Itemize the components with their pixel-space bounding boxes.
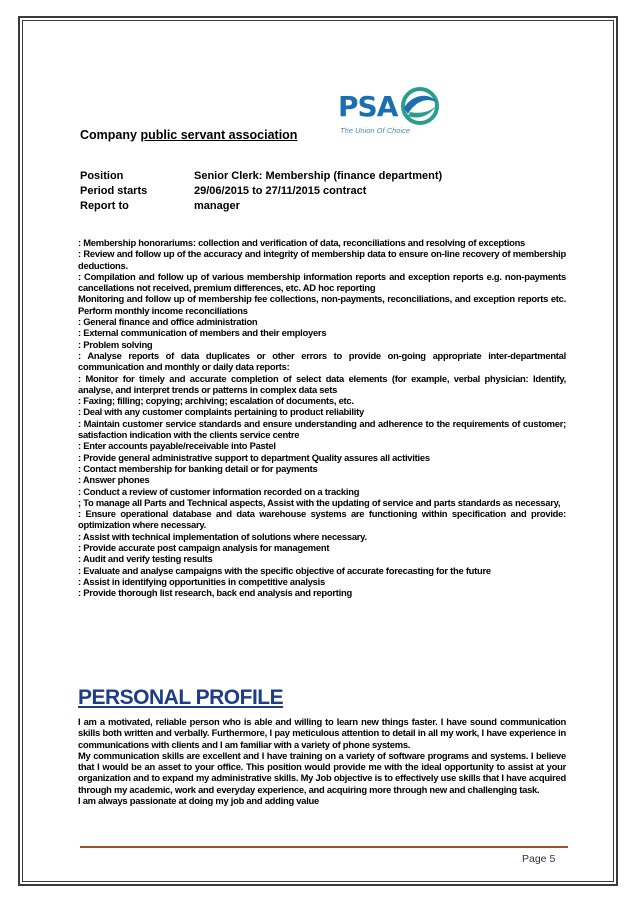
personal-profile-body	[78, 716, 566, 806]
duty-item: : Monitor for timely and accurate completion of select data elements (for example, verbal physician: Identify, analyse, and interpret trends or patterns in complex data sets	[78, 372, 566, 395]
info-value: Senior Clerk: Membership (finance department)	[194, 170, 443, 182]
duties-list	[78, 237, 566, 599]
info-value: 29/06/2015 to 27/11/2015 contract	[194, 185, 367, 197]
footer-divider	[80, 846, 568, 848]
duty-item: : Analyse reports of data duplicates or other errors to provide on-going appropriate inter-departmental communication and monthly or daily data reports:	[78, 349, 566, 373]
duty-item: : Contact membership for banking detail or for payments	[78, 462, 318, 474]
profile-paragraph: I am always passionate at doing my job and adding value	[78, 795, 320, 807]
duty-item: : Provide thorough list research, back end analysis and reporting	[78, 587, 352, 599]
duty-item: : Compilation and follow up of various membership information reports and exception reports e.g. non-payments cancellations not received, premium differences, etc. AD hoc reporting	[78, 270, 566, 294]
duty-item: Monitoring and follow up of membership fee collections, non-payments, reconciliations, and exception reports etc. Perform monthly income reconciliations	[78, 293, 566, 316]
logo-tagline: The Union Of Choice	[340, 126, 411, 135]
info-label: Report to	[80, 200, 129, 212]
company-name: public servant association	[140, 128, 298, 142]
duty-item: : External communication of members and their employers	[78, 327, 327, 339]
swirl-logo-icon	[396, 86, 442, 126]
duty-item: : Enter accounts payable/receivable into Pastel	[78, 440, 276, 452]
duty-item: : Maintain customer service standards and ensure understanding and adherence to the requirements of customer; satisfaction indication with the clients service centre	[78, 417, 566, 441]
logo-text: PSA	[338, 90, 398, 123]
info-label: Position	[80, 170, 124, 182]
duty-item: : General finance and office administration	[78, 316, 258, 328]
profile-paragraph: I am a motivated, reliable person who is able and willing to learn new things faster. I have sound communication skills both written and verbally. Furthermore, I pay meticulous attention to detail in all my work, I have experience in communications with clients and I am familiar with a variety of phone systems.	[78, 716, 566, 750]
company-line	[80, 128, 297, 142]
duty-item: : Provide accurate post campaign analysis for management	[78, 542, 330, 554]
info-value: manager	[194, 200, 240, 212]
duty-item: : Membership honorariums: collection and verification of data, reconciliations and resolving of exceptions	[78, 237, 526, 248]
duty-item: : Faxing; filling; copying; archiving; escalation of documents, etc.	[78, 395, 354, 407]
duty-item: : Provide general administrative support to department Quality assures all activities	[78, 451, 430, 463]
duty-item: : Review and follow up of the accuracy and integrity of membership data to ensure on-line recovery of membership deductions.	[78, 248, 566, 271]
duty-item: : Ensure operational database and data warehouse systems are functioning within specification and provide: optimization where necessary.	[78, 508, 566, 531]
personal-profile-heading: PERSONAL PROFILE	[78, 686, 284, 709]
duty-item: : Assist in identifying opportunities in competitive analysis	[78, 575, 325, 587]
info-label: Period starts	[80, 185, 148, 197]
duty-item: : Conduct a review of customer information recorded on a tracking	[78, 485, 360, 497]
duty-item: ; To manage all Parts and Technical aspects, Assist with the updating of service and parts standards as necessary,	[78, 496, 561, 508]
profile-paragraph: My communication skills are excellent and I have training on a variety of software programs and systems. I believe that I would be an asset to your office. This position would provide me with the ideal opportunity to assist at your organization and to expand my administrative skills. My Job objective is to effectively use skills that I have acquired through my academic, work and everyday experience, and acquiring more through new and challenging task.	[78, 749, 566, 795]
duty-item: : Evaluate and analyse campaigns with the specific objective of accurate forecasting for the future	[78, 564, 491, 576]
company-prefix: Company	[80, 128, 141, 142]
duty-item: : Assist with technical implementation of solutions where necessary.	[78, 530, 367, 542]
duty-item: : Problem solving	[78, 338, 153, 350]
psa-logo	[338, 86, 444, 142]
duty-item: : Deal with any customer complaints pertaining to product reliability	[78, 406, 364, 418]
duty-item: : Audit and verify testing results	[78, 553, 213, 565]
duty-item: : Answer phones	[78, 474, 150, 486]
page-number: Page 5	[522, 853, 556, 865]
